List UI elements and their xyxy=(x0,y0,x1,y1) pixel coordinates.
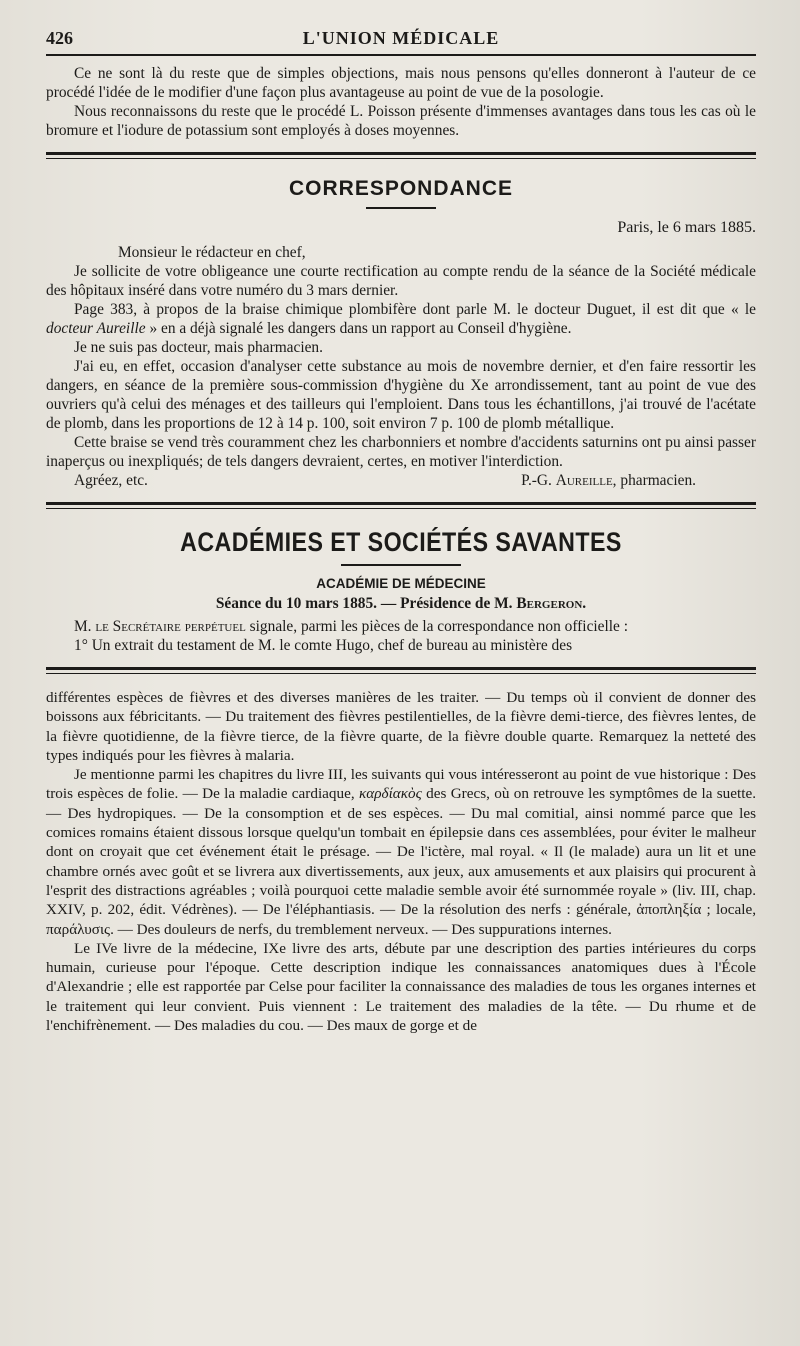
feuilleton-greek-2: ἀποπληξία xyxy=(636,901,702,919)
intro-paragraph-2: Nous reconnaissons du reste que le procédé L. Poisson présente d'immenses avantages dans tous les cas où le bromure et l'iodure de potassium sont employés à doses moyennes. xyxy=(46,103,756,139)
feuilleton-divider xyxy=(46,667,756,674)
signature-role: , pharmacien. xyxy=(612,472,696,489)
title-underline xyxy=(366,207,436,209)
letter-paragraph-2 xyxy=(46,300,756,338)
signature-name: Aureille xyxy=(555,472,613,489)
letter-salutation: Monsieur le rédacteur en chef, xyxy=(118,244,306,261)
feuilleton-greek-1: καρδίακὸς xyxy=(358,785,422,803)
letter-dateline: Paris, le 6 mars 1885. xyxy=(617,219,756,236)
seance-line xyxy=(46,595,756,613)
feuilleton-greek-3: παράλυσις xyxy=(46,920,111,938)
page-number: 426 xyxy=(46,28,73,48)
academies-p1-rest: signale, parmi les pièces de la correspondance non officielle : xyxy=(245,618,629,635)
section-divider-2 xyxy=(46,502,756,509)
feuilleton-p2-a: Je mentionne parmi les chapitres du livre III, les suivants qui vous intéresseront au point de vue historique : Des trois espèces de folie. — De la maladie cardiaque, xyxy=(46,766,756,803)
academies-paragraph-2: 1° Un extrait du testament de M. le comte Hugo, chef de bureau au ministère des xyxy=(74,637,573,654)
section-divider xyxy=(46,152,756,159)
letter-paragraph-3: Je ne suis pas docteur, mais pharmacien. xyxy=(74,339,323,356)
seance-text-a: Séance du 10 mars 1885. — Présidence de M. xyxy=(215,595,517,612)
intro-section xyxy=(46,64,756,140)
signature-initials: P.-G. xyxy=(521,472,556,489)
feuilleton-paragraph-1: différentes espèces de fièvres et des diverses manières de les traiter. — Du temps où il convient de donner des boissons aux fébricitants. — Du traitement des fièvres pestilentielles, de la fièvre demi-tierce, des fièvres lentes, de la fièvre quotidienne, de la fièvre tierce, de la fièvre quarte, de la fièvre double quarte. Remarquez la netteté des types indiqués pour les fièvres à malaria. xyxy=(46,689,756,764)
letter-paragraph-4: J'ai eu, en effet, occasion d'analyser cette substance au mois de novembre dernier, et d'en faire ressortir les dangers, en séance de la première sous-commission d'hygiène du Xe arrondissement, tant au point de vue des ouvriers qu'à celui des ménages et des tailleurs qui l'emploient. Dans tous les échantillons, j'ai trouvé de l'acétate de plomb, dans les proportions de 12 à 14 p. 100, soit environ 7 p. 100 de plomb métallique. xyxy=(46,358,756,432)
letter-p2-text-a: Page 383, à propos de la braise chimique plombifère dont parle M. le docteur Duguet, il est dit que « le xyxy=(74,301,756,318)
correspondance-section xyxy=(46,177,756,490)
letter-p2-text-b: » en a déjà signalé les dangers dans un rapport au Conseil d'hygiène. xyxy=(145,320,572,337)
academies-p1-lead: M. xyxy=(74,618,96,635)
feuilleton-p2-b: des Grecs, où on retrouve les symptômes de la suette. — Des hydropiques. — De la consomption et de ses espèces. — Du mal comitial, ainsi nommé parce que les comices romains étaient dissous lorsque quelqu'un tombait en épilepsie dans ces assemblées, pour éviter le malheur dont on croyait que cet événement était le présage. — De l'ictère, mal royal. « Il (le malade) aura un lit et une chambre ornés avec goût et se livrera aux divertissements, aux jeux, aux amusements et aux plaisirs qui procurent à l'esprit des distractions agréables ; voilà pourquoi cette maladie semble avoir été surnommée royale » (liv. III, chap. XXIV, p. 202, édit. Védrènes). — De l'éléphantiasis. — De la résolution des nerfs : générale, xyxy=(46,785,756,919)
seance-president: Bergeron xyxy=(516,595,583,612)
letter-closing: Agréez, etc. xyxy=(74,472,148,489)
feuilleton-section xyxy=(46,688,756,1035)
running-head xyxy=(46,24,756,54)
journal-title: L'UNION MÉDICALE xyxy=(302,28,500,48)
academies-paragraph-1 xyxy=(46,617,756,636)
feuilleton-paragraph-3: Le IVe livre de la médecine, IXe livre des arts, débute par une description des parties intérieures du corps humain, curieuse pour l'époque. Cette description indique les connaissances anatomiques dues à l'École d'Alexandrie ; elle est rapportée par Celse pour faciliter la connaissance des maladies de tous les organes internes et le traitement qui leur convient. Puis viennent : Le traitement des maladies de la tête. — Du rhume et de l'enchifrènement. — Des maladies du cou. — Des maux de gorge et de xyxy=(46,939,756,1035)
letter-signature-line xyxy=(46,471,756,490)
academies-section xyxy=(46,527,756,655)
academies-title-underline xyxy=(341,564,461,566)
feuilleton-p2-c: ; locale, xyxy=(701,901,756,919)
letter-paragraph-1: Je sollicite de votre obligeance une courte rectification au compte rendu de la séance de la Société médicale des hôpitaux inséré dans votre numéro du 3 mars dernier. xyxy=(46,263,756,299)
letter-paragraph-5: Cette braise se vend très couramment chez les charbonniers et nombre d'accidents saturnins ont pu ainsi passer inaperçus ou inexpliqués; de tels dangers devraient, certes, en motiver l'interdiction. xyxy=(46,434,756,470)
header-rule xyxy=(46,54,756,56)
correspondance-title: CORRESPONDANCE xyxy=(288,177,514,200)
academies-title: ACADÉMIES ET SOCIÉTÉS SAVANTES xyxy=(180,527,622,557)
letter-p2-italic: docteur Aureille xyxy=(46,320,146,337)
feuilleton-p2-d: . — Des douleurs de nerfs, du tremblement nerveux. — Des suppurations internes. xyxy=(110,920,612,938)
letter-signature xyxy=(521,471,756,490)
academies-p1-smallcaps: le Secrétaire perpétuel xyxy=(95,618,246,635)
academy-subtitle: ACADÉMIE DE MÉDECINE xyxy=(316,576,486,591)
feuilleton-paragraph-2 xyxy=(46,765,756,939)
seance-text-b: . xyxy=(582,595,587,612)
intro-paragraph-1: Ce ne sont là du reste que de simples objections, mais nous pensons qu'elles donneront à l'auteur de ce procédé l'idée de le modifier d'une façon plus avantageuse au point de vue de la posologie. xyxy=(46,65,756,101)
